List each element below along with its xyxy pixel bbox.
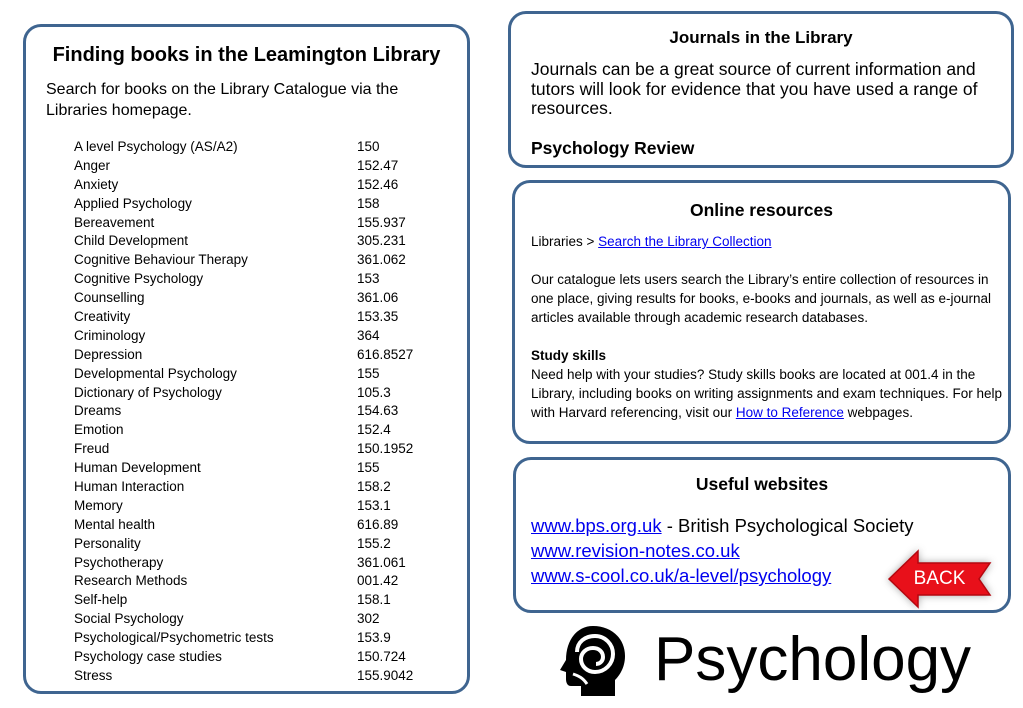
book-row — [74, 440, 413, 459]
book-classmark: 001.42 — [357, 573, 399, 589]
book-subject: Stress — [74, 667, 113, 683]
website-link-revision-notes[interactable]: www.revision-notes.co.uk — [531, 540, 740, 561]
book-subject: Cognitive Behaviour Therapy — [74, 252, 248, 268]
book-classmark: 155 — [357, 460, 380, 476]
book-row — [74, 629, 413, 648]
book-row — [74, 667, 413, 686]
book-classmark: 302 — [357, 611, 380, 627]
website-desc: - British Psychological Society — [661, 515, 914, 536]
finding-books-panel — [23, 24, 470, 694]
journals-text: Journals can be a great source of current information and tutors will look for evidence that you have used a range of resources. — [531, 59, 978, 118]
study-skills-heading: Study skills — [531, 348, 607, 363]
book-subject: Bereavement — [74, 214, 155, 230]
book-classmark: 153 — [357, 271, 380, 287]
head-profile-icon — [553, 622, 633, 698]
book-classmark: 364 — [357, 327, 380, 343]
book-subject: Dictionary of Psychology — [74, 384, 222, 400]
book-row — [74, 195, 413, 214]
book-classmark: 361.061 — [357, 554, 406, 570]
book-row — [74, 516, 413, 535]
study-text-part2: webpages. — [843, 405, 913, 420]
book-subject: Memory — [74, 497, 123, 513]
book-row — [74, 554, 413, 573]
online-resources-title: Online resources — [690, 200, 833, 220]
book-classmark: 153.35 — [357, 309, 399, 325]
book-row — [74, 214, 413, 233]
book-classmark: 150.1952 — [357, 441, 414, 457]
book-classmark: 105.3 — [357, 384, 391, 400]
website-links — [531, 513, 914, 588]
book-classmark: 150.724 — [357, 649, 406, 665]
online-path — [531, 232, 1006, 251]
book-row — [74, 610, 413, 629]
book-row — [74, 459, 413, 478]
book-row — [74, 308, 413, 327]
book-classmark: 361.062 — [357, 252, 406, 268]
website-link-bps[interactable]: www.bps.org.uk — [531, 515, 662, 536]
book-subject: A level Psychology (AS/A2) — [74, 139, 238, 154]
book-row — [74, 176, 413, 195]
book-subject: Developmental Psychology — [74, 365, 237, 381]
book-row — [74, 478, 413, 497]
book-subject: Dreams — [74, 403, 122, 419]
book-subject: Criminology — [74, 327, 146, 343]
book-subject: Emotion — [74, 422, 124, 438]
path-prefix: Libraries > — [531, 234, 599, 249]
book-subject: Cognitive Psychology — [74, 271, 204, 287]
book-row — [74, 232, 413, 251]
online-description: Our catalogue lets users search the Library’s entire collection of resources in one place, giving results for books, e-books and journals, as well as e-journal articles available through academic research databases. — [531, 272, 992, 325]
book-classmark: 153.1 — [357, 497, 391, 513]
journals-title: Journals in the Library — [669, 28, 853, 47]
website-entry — [531, 563, 914, 588]
book-row — [74, 270, 413, 289]
how-to-reference-link[interactable]: How to Reference — [735, 405, 844, 420]
book-classmark: 305.231 — [357, 233, 406, 249]
book-classmark: 152.46 — [357, 176, 399, 192]
book-row — [74, 346, 413, 365]
book-classmark: 155.937 — [357, 214, 406, 230]
book-row — [74, 421, 413, 440]
book-row — [74, 535, 413, 554]
book-row — [74, 157, 413, 176]
book-subject: Research Methods — [74, 573, 188, 589]
book-row — [74, 327, 413, 346]
book-subject: Human Development — [74, 460, 201, 476]
back-button[interactable] — [886, 548, 994, 610]
book-subject: Freud — [74, 441, 110, 457]
book-row — [74, 138, 413, 157]
book-subject: Anxiety — [74, 176, 119, 192]
finding-books-intro: Search for books on the Library Catalogue via the Libraries homepage. — [46, 81, 399, 119]
finding-books-title: Finding books in the Leamington Library — [52, 44, 441, 66]
website-link-s-cool[interactable]: www.s-cool.co.uk/a-level/psychology — [531, 565, 832, 586]
book-subject: Applied Psychology — [74, 195, 192, 211]
book-subject: Psychology case studies — [74, 649, 222, 665]
useful-websites-title: Useful websites — [695, 474, 829, 494]
book-subject: Counselling — [74, 290, 145, 306]
study-text-part1: Need help with your studies? Study skills books are located at 001.4 in the Library, including books on writing assignments and exam techniques. For help with Harvard referencing, visit our — [531, 367, 1003, 420]
journals-subheading: Psychology Review — [531, 138, 695, 158]
collection-link[interactable]: Search the Library Collection — [598, 234, 772, 249]
book-classmark: 155.9042 — [357, 667, 414, 683]
book-classmark: 153.9 — [357, 630, 391, 646]
back-label: BACK — [913, 568, 966, 589]
book-classmark: 361.06 — [357, 290, 399, 306]
book-row — [74, 402, 413, 421]
book-subject: Creativity — [74, 309, 131, 325]
book-classmark: 155.2 — [357, 535, 391, 551]
book-row — [74, 289, 413, 308]
book-subject: Psychotherapy — [74, 554, 164, 570]
psychology-wordmark: Psychology — [654, 625, 972, 694]
book-row — [74, 497, 413, 516]
book-classmark: 150 — [357, 139, 380, 154]
book-classmark: 616.8527 — [357, 346, 414, 362]
book-row — [74, 384, 413, 403]
book-subject: Child Development — [74, 233, 189, 249]
book-classmark: 154.63 — [357, 403, 399, 419]
book-classmark: 152.4 — [357, 422, 391, 438]
journals-panel — [508, 11, 1014, 168]
book-classmark: 616.89 — [357, 516, 399, 532]
book-classification-list — [74, 138, 413, 686]
book-subject: Self-help — [74, 592, 128, 608]
book-subject: Psychological/Psychometric tests — [74, 630, 274, 646]
study-skills-text — [531, 365, 1006, 422]
book-classmark: 158 — [357, 195, 380, 211]
book-row — [74, 251, 413, 270]
book-row — [74, 572, 413, 591]
book-row — [74, 648, 413, 667]
book-subject: Depression — [74, 346, 143, 362]
book-subject: Personality — [74, 535, 141, 551]
book-subject: Social Psychology — [74, 611, 184, 627]
book-classmark: 158.2 — [357, 479, 391, 495]
book-classmark: 155 — [357, 365, 380, 381]
website-entry — [531, 538, 914, 563]
book-subject: Mental health — [74, 516, 156, 532]
website-entry — [531, 513, 914, 538]
online-resources-panel — [512, 180, 1011, 444]
book-row — [74, 591, 413, 610]
book-subject: Human Interaction — [74, 479, 185, 495]
book-subject: Anger — [74, 157, 111, 173]
book-row — [74, 365, 413, 384]
book-classmark: 158.1 — [357, 592, 391, 608]
book-classmark: 152.47 — [357, 157, 399, 173]
